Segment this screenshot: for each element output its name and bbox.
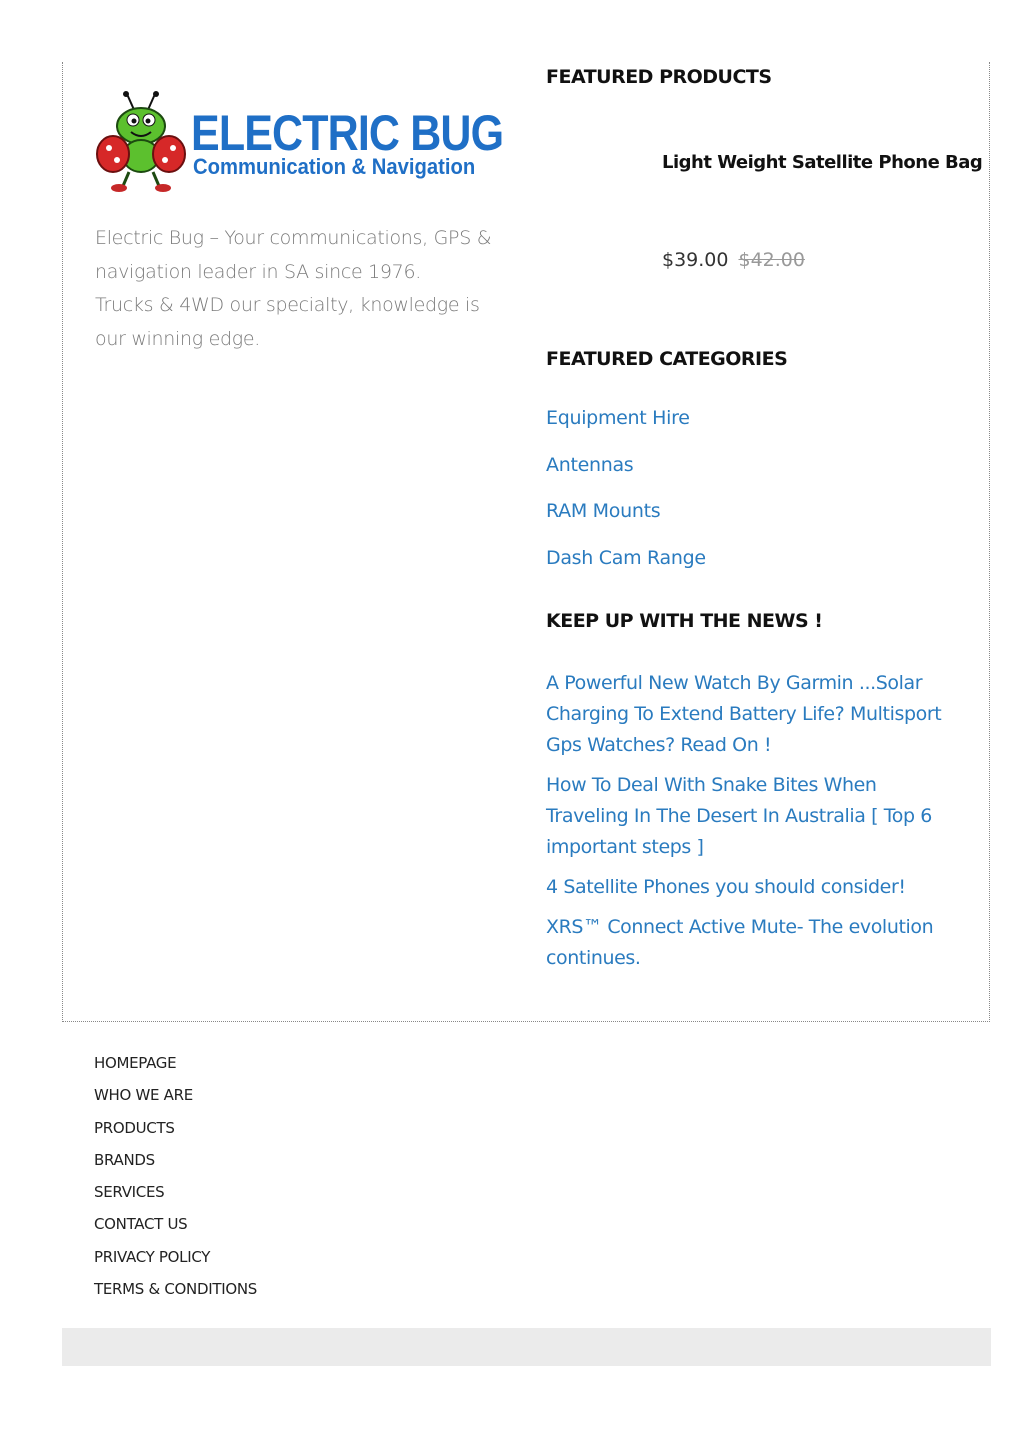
- category-list: [546, 406, 966, 570]
- category-link-ram-mounts[interactable]: RAM Mounts: [546, 500, 661, 522]
- footer-link-products[interactable]: PRODUCTS: [94, 1118, 175, 1137]
- about-text: [95, 222, 495, 356]
- footer-link-who-we-are[interactable]: WHO WE ARE: [94, 1086, 193, 1105]
- logo-brand-name: ELECTRIC BUG: [191, 105, 504, 161]
- category-link-equipment-hire[interactable]: Equipment Hire: [546, 407, 690, 429]
- featured-products-title: FEATURED PRODUCTS: [546, 66, 772, 88]
- footer-menu: [94, 1052, 257, 1310]
- sidebar-widgets: [546, 66, 983, 983]
- featured-categories-title: FEATURED CATEGORIES: [546, 348, 788, 370]
- logo-tagline: Communication & Navigation: [193, 154, 476, 179]
- news-link[interactable]: 4 Satellite Phones you should consider!: [546, 875, 906, 898]
- footer-link-brands[interactable]: BRANDS: [94, 1150, 155, 1169]
- news-link[interactable]: A Powerful New Watch By Garmin ...Solar Charging To Extend Battery Life? Multisport Gps Watches? Read On !: [546, 671, 942, 756]
- product-price: [662, 249, 805, 271]
- footer-link-contact-us[interactable]: CONTACT US: [94, 1215, 188, 1234]
- news-title: KEEP UP WITH THE NEWS !: [546, 609, 823, 632]
- footer-link-services[interactable]: SERVICES: [94, 1183, 165, 1202]
- product-card[interactable]: [546, 88, 983, 278]
- footer-link-privacy-policy[interactable]: PRIVACY POLICY: [94, 1247, 211, 1266]
- electric-bug-logo[interactable]: [95, 68, 504, 218]
- product-old-price: $42.00: [738, 249, 805, 271]
- about-line-1: Electric Bug – Your communications, GPS & navigation leader in SA since 1976.: [95, 227, 492, 283]
- category-link-antennas[interactable]: Antennas: [546, 453, 634, 476]
- product-name-link[interactable]: Light Weight Satellite Phone Bag: [662, 152, 983, 173]
- news-link[interactable]: How To Deal With Snake Bites When Traveling In The Desert In Australia [ Top 6 important steps ]: [546, 773, 932, 858]
- news-list: [546, 668, 966, 974]
- footer-link-homepage[interactable]: HOMEPAGE: [94, 1054, 177, 1072]
- about-widget: [95, 68, 504, 356]
- bug-mascot-icon: [95, 90, 187, 200]
- about-line-2: Trucks & 4WD our specialty, knowledge is our winning edge.: [95, 294, 480, 350]
- news-link[interactable]: XRS™ Connect Active Mute- The evolution continues.: [546, 915, 934, 969]
- product-sale-price: $39.00: [662, 249, 729, 271]
- footer-link-terms-conditions[interactable]: TERMS & CONDITIONS: [94, 1280, 257, 1299]
- bottom-bar: [62, 1328, 991, 1366]
- category-link-dash-cam-range[interactable]: Dash Cam Range: [546, 546, 706, 569]
